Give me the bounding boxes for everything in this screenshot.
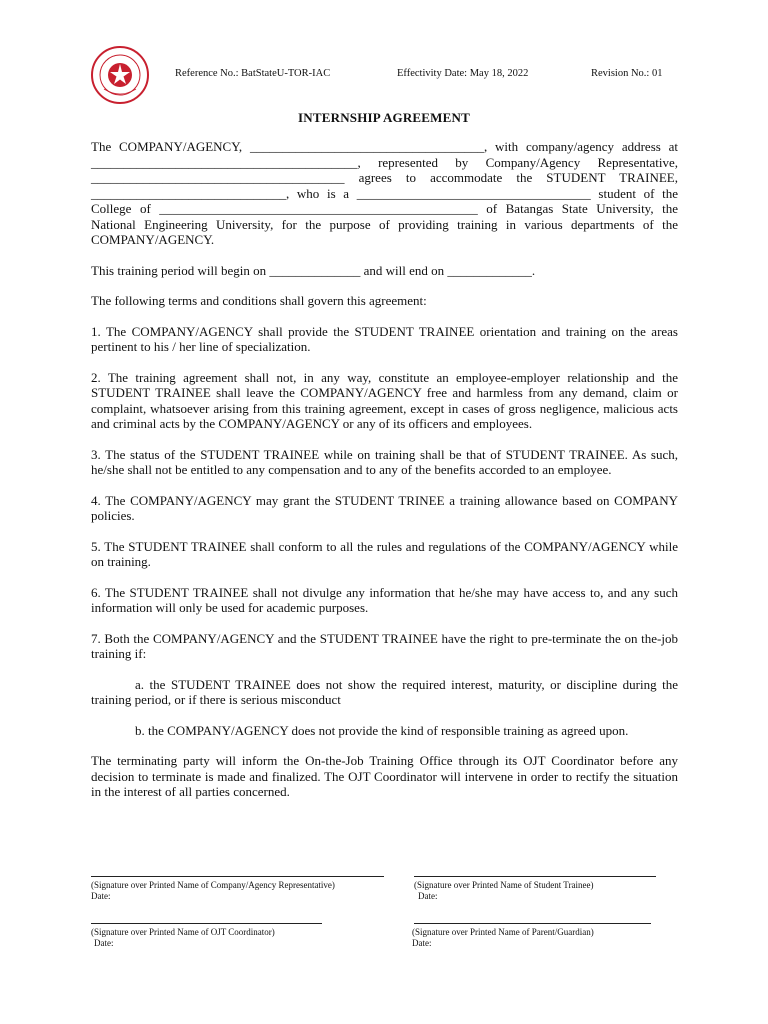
signature-line-ojt bbox=[91, 923, 322, 924]
training-period-paragraph: This training period will begin on ______________ and will end on _____________. bbox=[91, 262, 536, 278]
signature-line-student bbox=[414, 876, 656, 877]
term-7b: b. the COMPANY/AGENCY does not provide the kind of responsible training as agreed upon. bbox=[135, 722, 629, 738]
agreement-body bbox=[91, 139, 678, 815]
signature-line-parent bbox=[414, 923, 651, 924]
term-1: 1. The COMPANY/AGENCY shall provide the STUDENT TRAINEE orientation and training on the areas pertinent to his / her line of specialization. bbox=[91, 323, 678, 354]
term-2: 2. The training agreement shall not, in any way, constitute an employee-employer relationship and the STUDENT TRAINEE shall leave the COMPANY/AGENCY free and harmless from any demand, claim or complaint, whatsoever arising from this training agreement, except in cases of gross negligence, malicious acts and criminal acts by the COMPANY/AGENCY or any of its officers and employees. bbox=[91, 369, 678, 431]
university-seal-logo bbox=[90, 45, 150, 105]
date-label-ojt: Date: bbox=[94, 938, 114, 948]
date-label-student: Date: bbox=[418, 891, 438, 901]
document-title: INTERNSHIP AGREEMENT bbox=[298, 110, 470, 125]
signature-line-company-rep bbox=[91, 876, 384, 877]
effectivity-date: Effectivity Date: May 18, 2022 bbox=[397, 68, 529, 79]
date-label-parent: Date: bbox=[412, 938, 432, 948]
term-7a: a. the STUDENT TRAINEE does not show the required interest, maturity, or discipline during the training period, or if there is serious misconduct bbox=[91, 676, 678, 707]
term-7: 7. Both the COMPANY/AGENCY and the STUDENT TRAINEE have the right to pre-terminate the on the-job training if: bbox=[91, 630, 678, 661]
date-label-company-rep: Date: bbox=[91, 891, 111, 901]
intro-paragraph: The COMPANY/AGENCY, ____________________________________, with company/agency address at _________________________________________, represented by Company/Agency Representative, _______________________________________ agrees to accommodate the STUDENT TRAINEE, ______________________________, who is a ____________________________________ student of the College of _________________________________________________ of Batangas State University, the National Engineering University, for the purpose of providing training in various departments of the COMPANY/AGENCY. bbox=[91, 139, 678, 247]
revision-number: Revision No.: 01 bbox=[591, 68, 663, 79]
signature-label-company-rep: (Signature over Printed Name of Company/Agency Representative) bbox=[91, 880, 335, 890]
term-5: 5. The STUDENT TRAINEE shall conform to all the rules and regulations of the COMPANY/AGENCY while on training. bbox=[91, 538, 678, 569]
reference-number: Reference No.: BatStateU-TOR-IAC bbox=[175, 68, 331, 79]
term-4: 4. The COMPANY/AGENCY may grant the STUDENT TRINEE a training allowance based on COMPANY policies. bbox=[91, 492, 678, 523]
signature-label-student: (Signature over Printed Name of Student Trainee) bbox=[414, 880, 594, 890]
terms-intro-paragraph: The following terms and conditions shall govern this agreement: bbox=[91, 293, 427, 308]
closing-paragraph: The terminating party will inform the On-the-Job Training Office through its OJT Coordinator before any decision to terminate is made and finalized. The OJT Coordinator will intervene in order to rectify the situation in the interest of all parties concerned. bbox=[91, 753, 678, 799]
signature-label-parent: (Signature over Printed Name of Parent/Guardian) bbox=[412, 927, 594, 937]
term-3: 3. The status of the STUDENT TRAINEE while on training shall be that of STUDENT TRAINEE. As such, he/she shall not be entitled to any compensation and to any of the benefits accorded to an employee. bbox=[91, 446, 678, 477]
term-6: 6. The STUDENT TRAINEE shall not divulge any information that he/she may have access to, and any such information will only be used for academic purposes. bbox=[91, 584, 678, 615]
signature-label-ojt: (Signature over Printed Name of OJT Coordinator) bbox=[91, 927, 275, 937]
